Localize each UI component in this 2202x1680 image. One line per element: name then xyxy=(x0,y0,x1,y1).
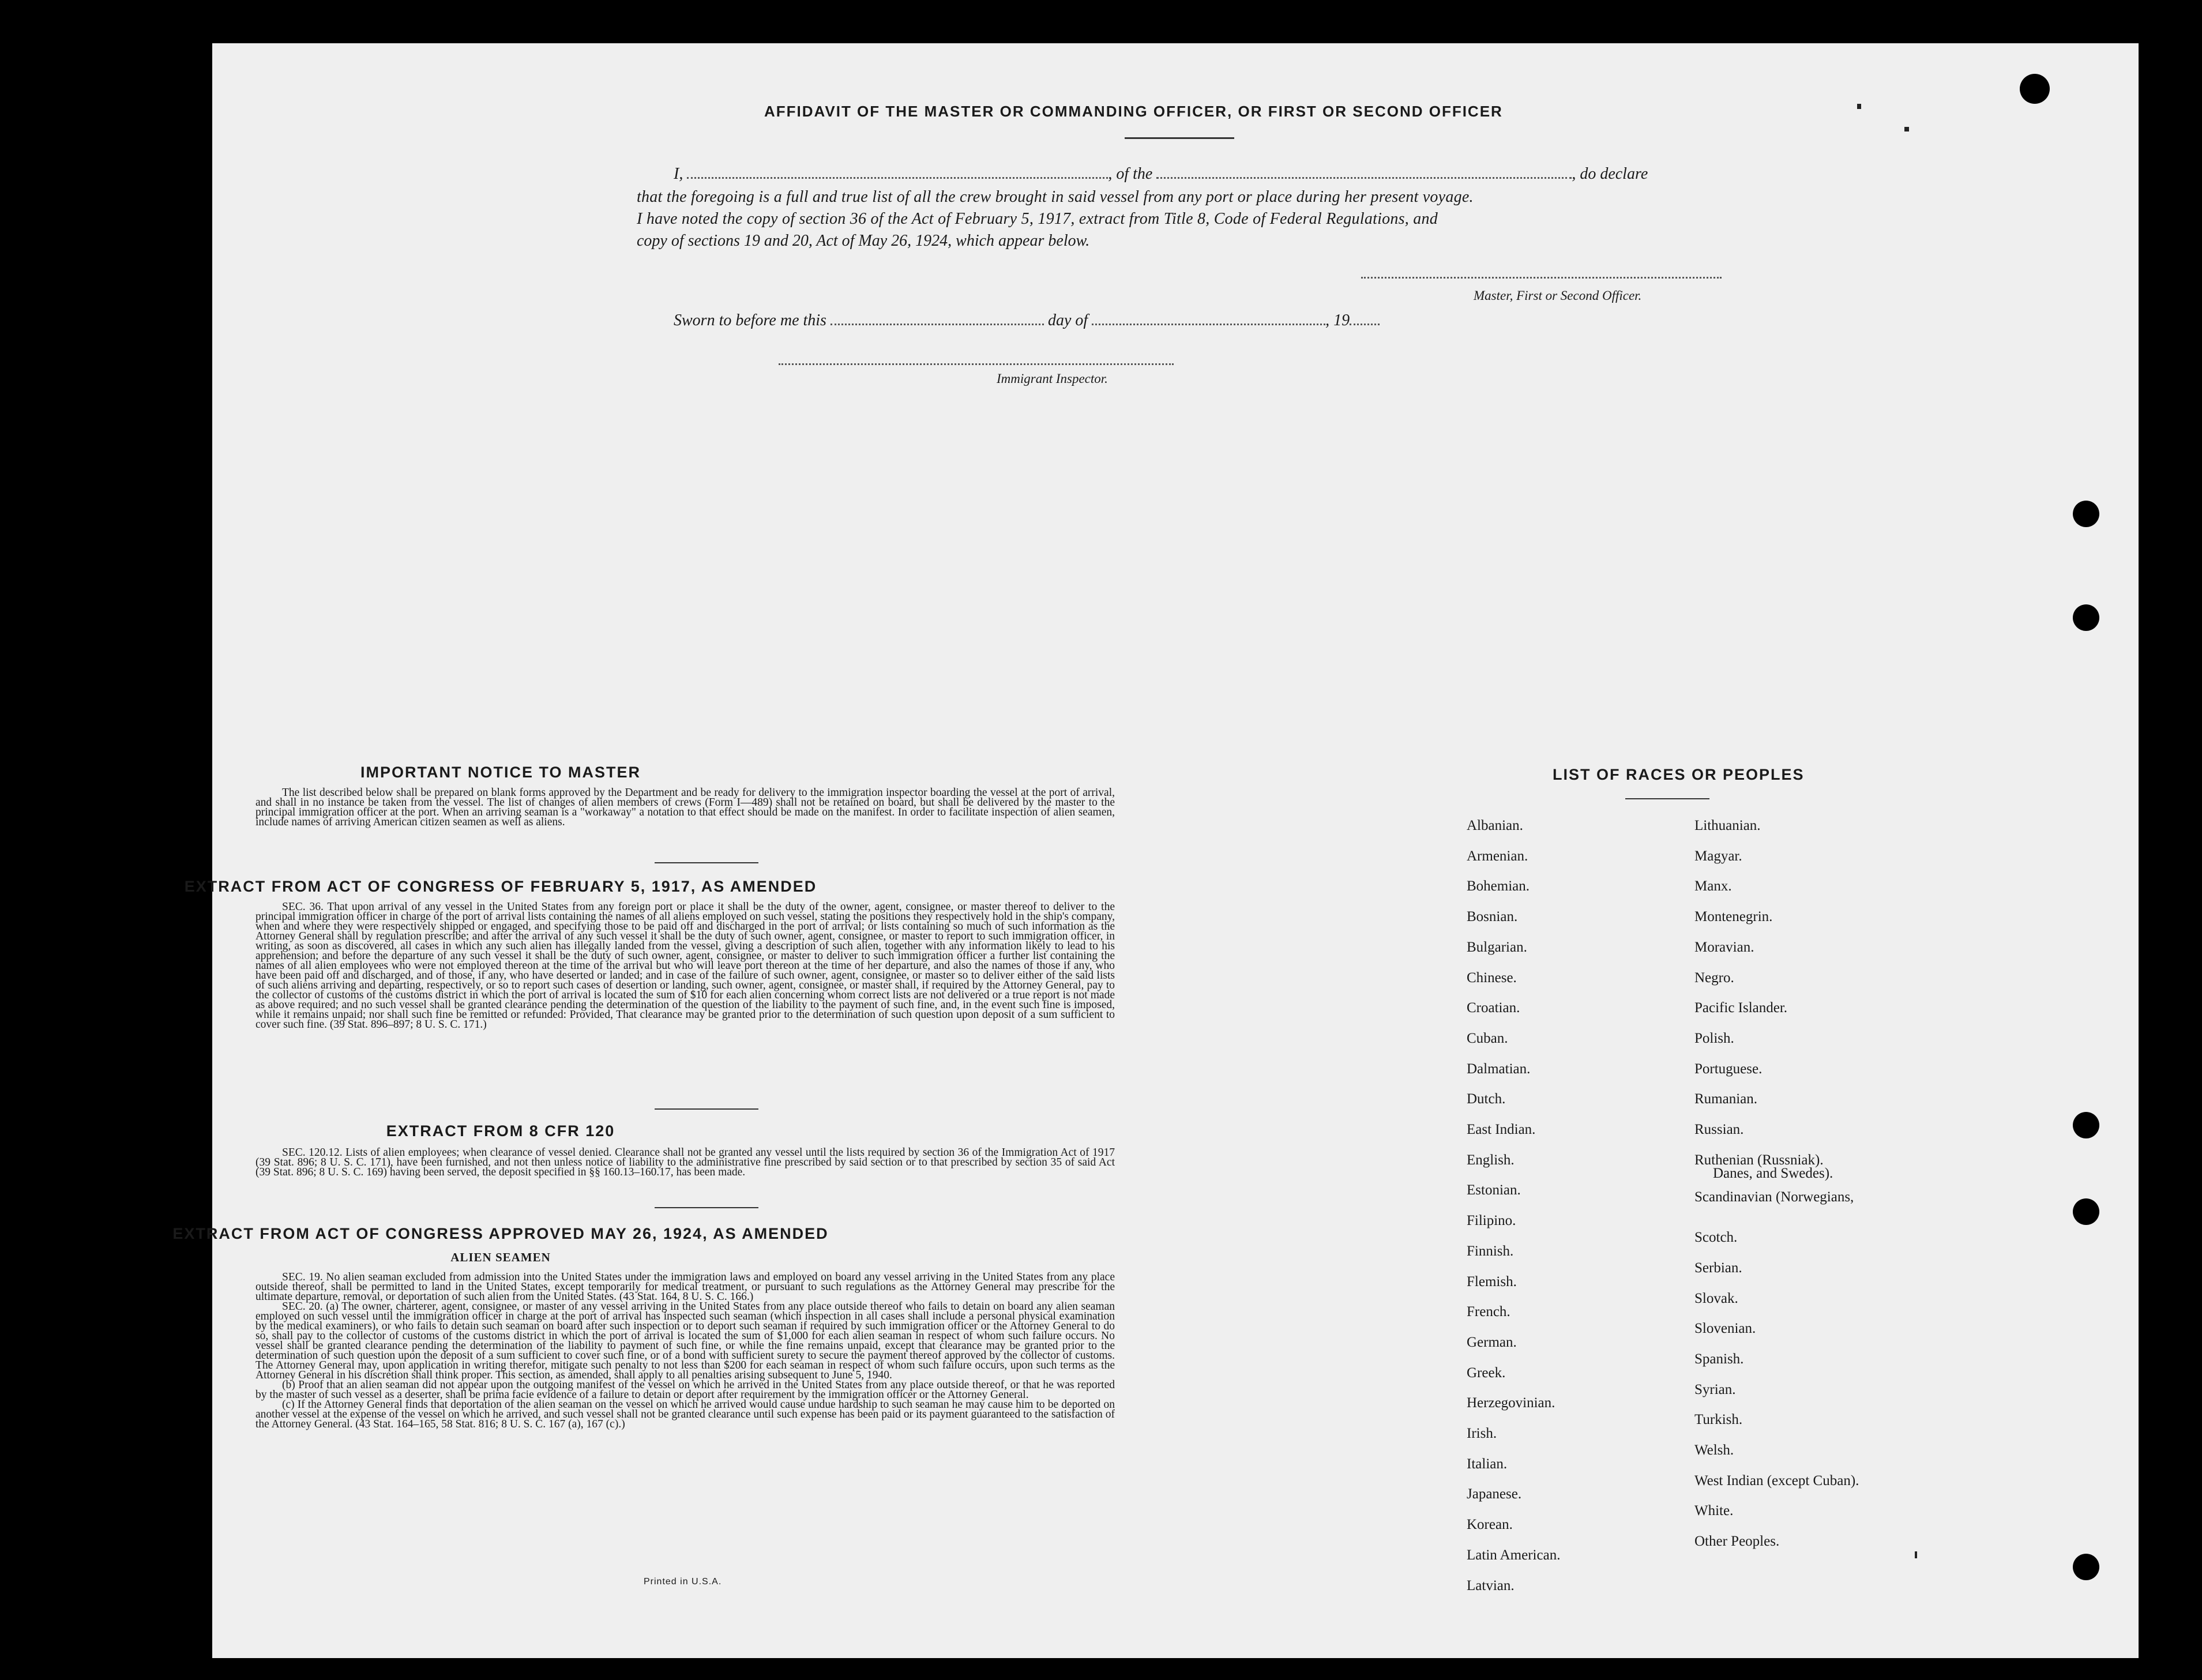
race-item: Dutch. xyxy=(1467,1091,1506,1107)
sworn-text: day of xyxy=(1047,311,1088,329)
race-item: Flemish. xyxy=(1467,1273,1517,1290)
notice-paragraph: The list described below shall be prepared on blank forms approved by the Department and be ready for delivery to the immigration inspector boarding the vessel at the port of arrival, and shall in no instance be taken from the vessel. The list of changes of alien members of crews (Form I—489) shall not be retained on board, but shall be delivered by the master to the principal immigration officer at the port. When an arriving seaman is a "workaway" a notation to that effect should be made on the manifest. In order to facilitate inspection of alien seamen, include names of arriving American citizen seamen as well as aliens. xyxy=(255,787,1115,828)
race-item: Portuguese. xyxy=(1694,1061,1763,1077)
extract-1917-title: EXTRACT FROM ACT OF CONGRESS OF FEBRUARY 5, 1917, AS AMENDED xyxy=(184,878,817,895)
race-item: East Indian. xyxy=(1467,1122,1536,1137)
master-signature-field[interactable] xyxy=(1361,277,1722,279)
race-item: Italian. xyxy=(1467,1456,1508,1472)
punch-hole xyxy=(2073,1554,2099,1580)
race-item: Russian. xyxy=(1694,1122,1744,1137)
section-20a-paragraph: SEC. 20. (a) The owner, charterer, agent, consignee, or master of any vessel arriving in the United States from any place outside thereof who fails to detain on board any alien seaman employed on such vessel until the immigration officer in charge at the port of arrival has inspected such seaman (which inspection in all cases shall include a personal physical examination by the medical examiners), or who fails to detain such seaman on board after such inspection or to deport such seaman if required by such immigration officer or the Attorney General to do so, shall pay to the collector of customs of the customs district in which the port of arrival is located the sum of $1,000 for each alien seaman in respect of whom such failure occurs. No vessel shall be granted clearance pending the determination of the liability to payment of such fine, or while the fine remains unpaid, except that clearance may be granted prior to the determination of such question upon the deposit of a sum sufficient to cover such fine, or of a bond with sufficient surety to secure the payment thereof approved by the collector of customs. The Attorney General may, upon application in writing therefor, mitigate such penalty to not less than $200 for each seaman in respect of whom such failure occurs, upon such terms as the Attorney General in his discretion shall think proper. This section, as amended, shall apply to all penalties arising subsequent to June 5, 1940. xyxy=(255,1301,1115,1381)
extract-1924-title: EXTRACT FROM ACT OF CONGRESS APPROVED MAY 26, 1924, AS AMENDED xyxy=(172,1225,829,1242)
declaration-text: I, xyxy=(674,165,683,183)
affidavit-declaration-line xyxy=(674,165,1712,183)
race-item: Scandinavian (Norwegians, xyxy=(1694,1189,1854,1205)
race-item: Lithuanian. xyxy=(1694,818,1761,833)
race-item: Syrian. xyxy=(1694,1381,1736,1397)
master-name-field[interactable] xyxy=(687,177,1108,179)
affidavit-title: AFFIDAVIT OF THE MASTER OR COMMANDING OFFICER, OR FIRST OR SECOND OFFICER xyxy=(764,103,1503,120)
race-item: Bosnian. xyxy=(1467,909,1518,925)
declaration-text: , of the xyxy=(1108,165,1153,183)
race-item: Latvian. xyxy=(1467,1577,1515,1593)
vessel-name-field[interactable] xyxy=(1156,177,1572,179)
divider xyxy=(655,1207,758,1208)
notice-text xyxy=(255,788,1115,827)
extract-cfr-text xyxy=(255,1148,1115,1177)
punch-hole xyxy=(2073,1112,2099,1138)
race-item: Armenian. xyxy=(1467,848,1528,864)
alien-seamen-subtitle: ALIEN SEAMEN xyxy=(450,1250,551,1264)
race-item: Manx. xyxy=(1694,878,1732,895)
scan-speck xyxy=(1857,104,1861,109)
declaration-text: , do declare xyxy=(1572,165,1648,183)
races-title: LIST OF RACES OR PEOPLES xyxy=(1553,766,1805,783)
race-item: Montenegrin. xyxy=(1694,909,1773,925)
divider xyxy=(1625,798,1709,799)
divider xyxy=(655,1108,758,1110)
printed-in-usa: Printed in U.S.A. xyxy=(644,1577,722,1587)
race-item: White. xyxy=(1694,1503,1734,1519)
affidavit-text: copy of sections 19 and 20, Act of May 26, 1924, which appear below. xyxy=(637,232,1090,250)
race-item: Welsh. xyxy=(1694,1442,1734,1458)
sworn-year-field[interactable] xyxy=(1350,324,1380,325)
sworn-line xyxy=(674,311,1380,330)
race-item: Chinese. xyxy=(1467,969,1517,986)
race-item: Polish. xyxy=(1694,1030,1734,1046)
notice-title: IMPORTANT NOTICE TO MASTER xyxy=(360,764,641,781)
punch-hole xyxy=(2073,1198,2099,1225)
extract-cfr-title: EXTRACT FROM 8 CFR 120 xyxy=(386,1122,615,1140)
section-19-paragraph: SEC. 19. No alien seaman excluded from admission into the United States under the immigration laws and employed on board any vessel arriving in the United States from any place outside thereof, shall be permitted to land in the United States, except temporarily for medical treatment, or pursuant to such regulations as the Attorney General may prescribe for the ultimate departure, removal, or deportation of such alien from the United States. (43 Stat. 164, 8 U. S. C. 166.) xyxy=(255,1271,1115,1303)
race-item: Other Peoples. xyxy=(1694,1534,1780,1550)
race-item: Danes, and Swedes). xyxy=(1713,1166,1833,1182)
race-item: Finnish. xyxy=(1467,1243,1514,1259)
race-item: Pacific Islander. xyxy=(1694,1000,1788,1016)
race-item: Filipino. xyxy=(1467,1213,1516,1229)
race-item: Ruthenian (Russniak). xyxy=(1694,1152,1824,1168)
affidavit-text: I have noted the copy of section 36 of the Act of February 5, 1917, extract from Title 8, Code of Federal Regulations, and xyxy=(637,210,1438,228)
race-item: Dalmatian. xyxy=(1467,1061,1531,1077)
race-item: Latin American. xyxy=(1467,1547,1561,1563)
inspector-label: Immigrant Inspector. xyxy=(997,371,1108,386)
sworn-text: Sworn to before me this xyxy=(674,311,826,329)
extract-1917-text xyxy=(255,902,1115,1029)
race-item: French. xyxy=(1467,1304,1510,1320)
section-20b-paragraph: (b) Proof that an alien seaman did not appear upon the outgoing manifest of the vessel on which he arrived in the United States from any place outside thereof, or that he was reported by the master of such vessel as a deserter, shall be prima facie evidence of a failure to detain or deport after requirement by the immigration officer or the Attorney General. xyxy=(255,1379,1115,1401)
divider xyxy=(1125,137,1234,139)
race-item: West Indian (except Cuban). xyxy=(1694,1472,1859,1489)
scan-speck xyxy=(1904,127,1909,131)
scan-speck xyxy=(1915,1551,1917,1558)
race-item: Cuban. xyxy=(1467,1030,1508,1046)
inspector-signature-field[interactable] xyxy=(779,363,1174,365)
race-item: Scotch. xyxy=(1694,1230,1738,1246)
sworn-day-field[interactable] xyxy=(831,324,1044,325)
punch-hole xyxy=(2073,604,2099,631)
race-item: Magyar. xyxy=(1694,848,1742,864)
cfr-paragraph: SEC. 120.12. Lists of alien employees; when clearance of vessel denied. Clearance shall not be granted any vessel until the lists required by section 36 of the Immigration Act of 1917 (39 Stat. 896; 8 U. S. C. 171), have been furnished, and not then unless notice of liability to the administrative fine prescribed by said section or to that prescribed by section 35 of said Act (39 Stat. 896; 8 U. S. C. 169) having been served, the deposit specified in §§ 160.13–160.17, has been made. xyxy=(255,1147,1115,1178)
race-item: German. xyxy=(1467,1334,1517,1350)
divider xyxy=(655,862,758,863)
race-item: Herzegovinian. xyxy=(1467,1395,1555,1411)
master-signature-label: Master, First or Second Officer. xyxy=(1474,288,1642,303)
race-item: Croatian. xyxy=(1467,1000,1520,1016)
section-36-paragraph: SEC. 36. That upon arrival of any vessel in the United States from any foreign port or place it shall be the duty of the owner, agent, consignee, or master thereof to deliver to the principal immigration officer in charge of the port of arrival lists containing the names of all aliens employed on such vessel, stating the positions they respectively hold in the ship's company, when and where they were respectively shipped or engaged, and specifying those to be paid off and discharged in the port of arrival; or lists containing so much of such information as the Attorney General shall by regulation prescribe; and after the arrival of any such vessel it shall be the duty of such owner, agent, consignee, or master to report to such immigration officer, in writing, as soon as discovered, all cases in which any such alien has illegally landed from the vessel, giving a description of such alien, together with any information likely to lead to his apprehension; and before the departure of any such vessel it shall be the duty of such owner, agent, consignee, or master to deliver to such immigration officer a further list containing the names of all alien employees who were not employed thereon at the time of the arrival but who will leave port thereon at the time of her departure, and also the names of those if any, who have been paid off and discharged, and of those, if any, who have deserted or landed; and in case of the failure of such owner, agent, consignee, or master so to deliver either of the said lists of such aliens arriving and departing, respectively, or so to report such cases of desertion or landing, such owner, agent, consignee, or master shall, if required by the Attorney General, pay to the collector of customs of the customs district in which the port of arrival is located the sum of $10 for each alien concerning whom correct lists are not delivered or a true report is not made as above required; and no such vessel shall be granted clearance pending the determination of the question of the liability to the payment of such fine, and, in the event such fine is imposed, while it remains unpaid; nor shall such fine be remitted or refunded: Provided, That clearance may be granted prior to the determination of such question upon deposit of a sum sufficient to cover such fine. (39 Stat. 896–897; 8 U. S. C. 171.) xyxy=(255,901,1115,1031)
race-item: Moravian. xyxy=(1694,939,1754,955)
race-item: Irish. xyxy=(1467,1426,1497,1441)
extract-1924-text xyxy=(255,1272,1115,1429)
race-item: Albanian. xyxy=(1467,818,1523,833)
sworn-month-field[interactable] xyxy=(1092,324,1325,325)
race-item: Rumanian. xyxy=(1694,1091,1758,1107)
race-item: Greek. xyxy=(1467,1365,1506,1381)
race-item: Slovenian. xyxy=(1694,1321,1756,1337)
sworn-text: , 19 xyxy=(1325,311,1350,329)
section-20c-paragraph: (c) If the Attorney General finds that deportation of the alien seaman on the vessel on which he arrived would cause undue hardship to such seaman he may cause him to be deported on another vessel at the expense of the vessel on which he arrived, and such vessel shall not be granted clearance until such expense has been paid or its payment guaranteed to the satisfaction of the Attorney General. (43 Stat. 164–165, 58 Stat. 816; 8 U. S. C. 167 (a), 167 (c).) xyxy=(255,1399,1115,1430)
race-item: Bohemian. xyxy=(1467,878,1530,895)
race-item: English. xyxy=(1467,1152,1515,1168)
race-item: Estonian. xyxy=(1467,1182,1521,1198)
race-item: Serbian. xyxy=(1694,1260,1742,1276)
race-item: Japanese. xyxy=(1467,1486,1522,1502)
race-item: Turkish. xyxy=(1694,1412,1743,1428)
punch-hole xyxy=(2073,501,2099,527)
affidavit-text: that the foregoing is a full and true list of all the crew brought in said vessel from any port or place during her present voyage. xyxy=(637,188,1474,206)
race-item: Slovak. xyxy=(1694,1290,1738,1306)
punch-hole xyxy=(2020,74,2050,104)
race-item: Bulgarian. xyxy=(1467,939,1527,955)
race-item: Korean. xyxy=(1467,1517,1513,1533)
race-item: Negro. xyxy=(1694,969,1734,986)
race-item: Spanish. xyxy=(1694,1351,1744,1367)
